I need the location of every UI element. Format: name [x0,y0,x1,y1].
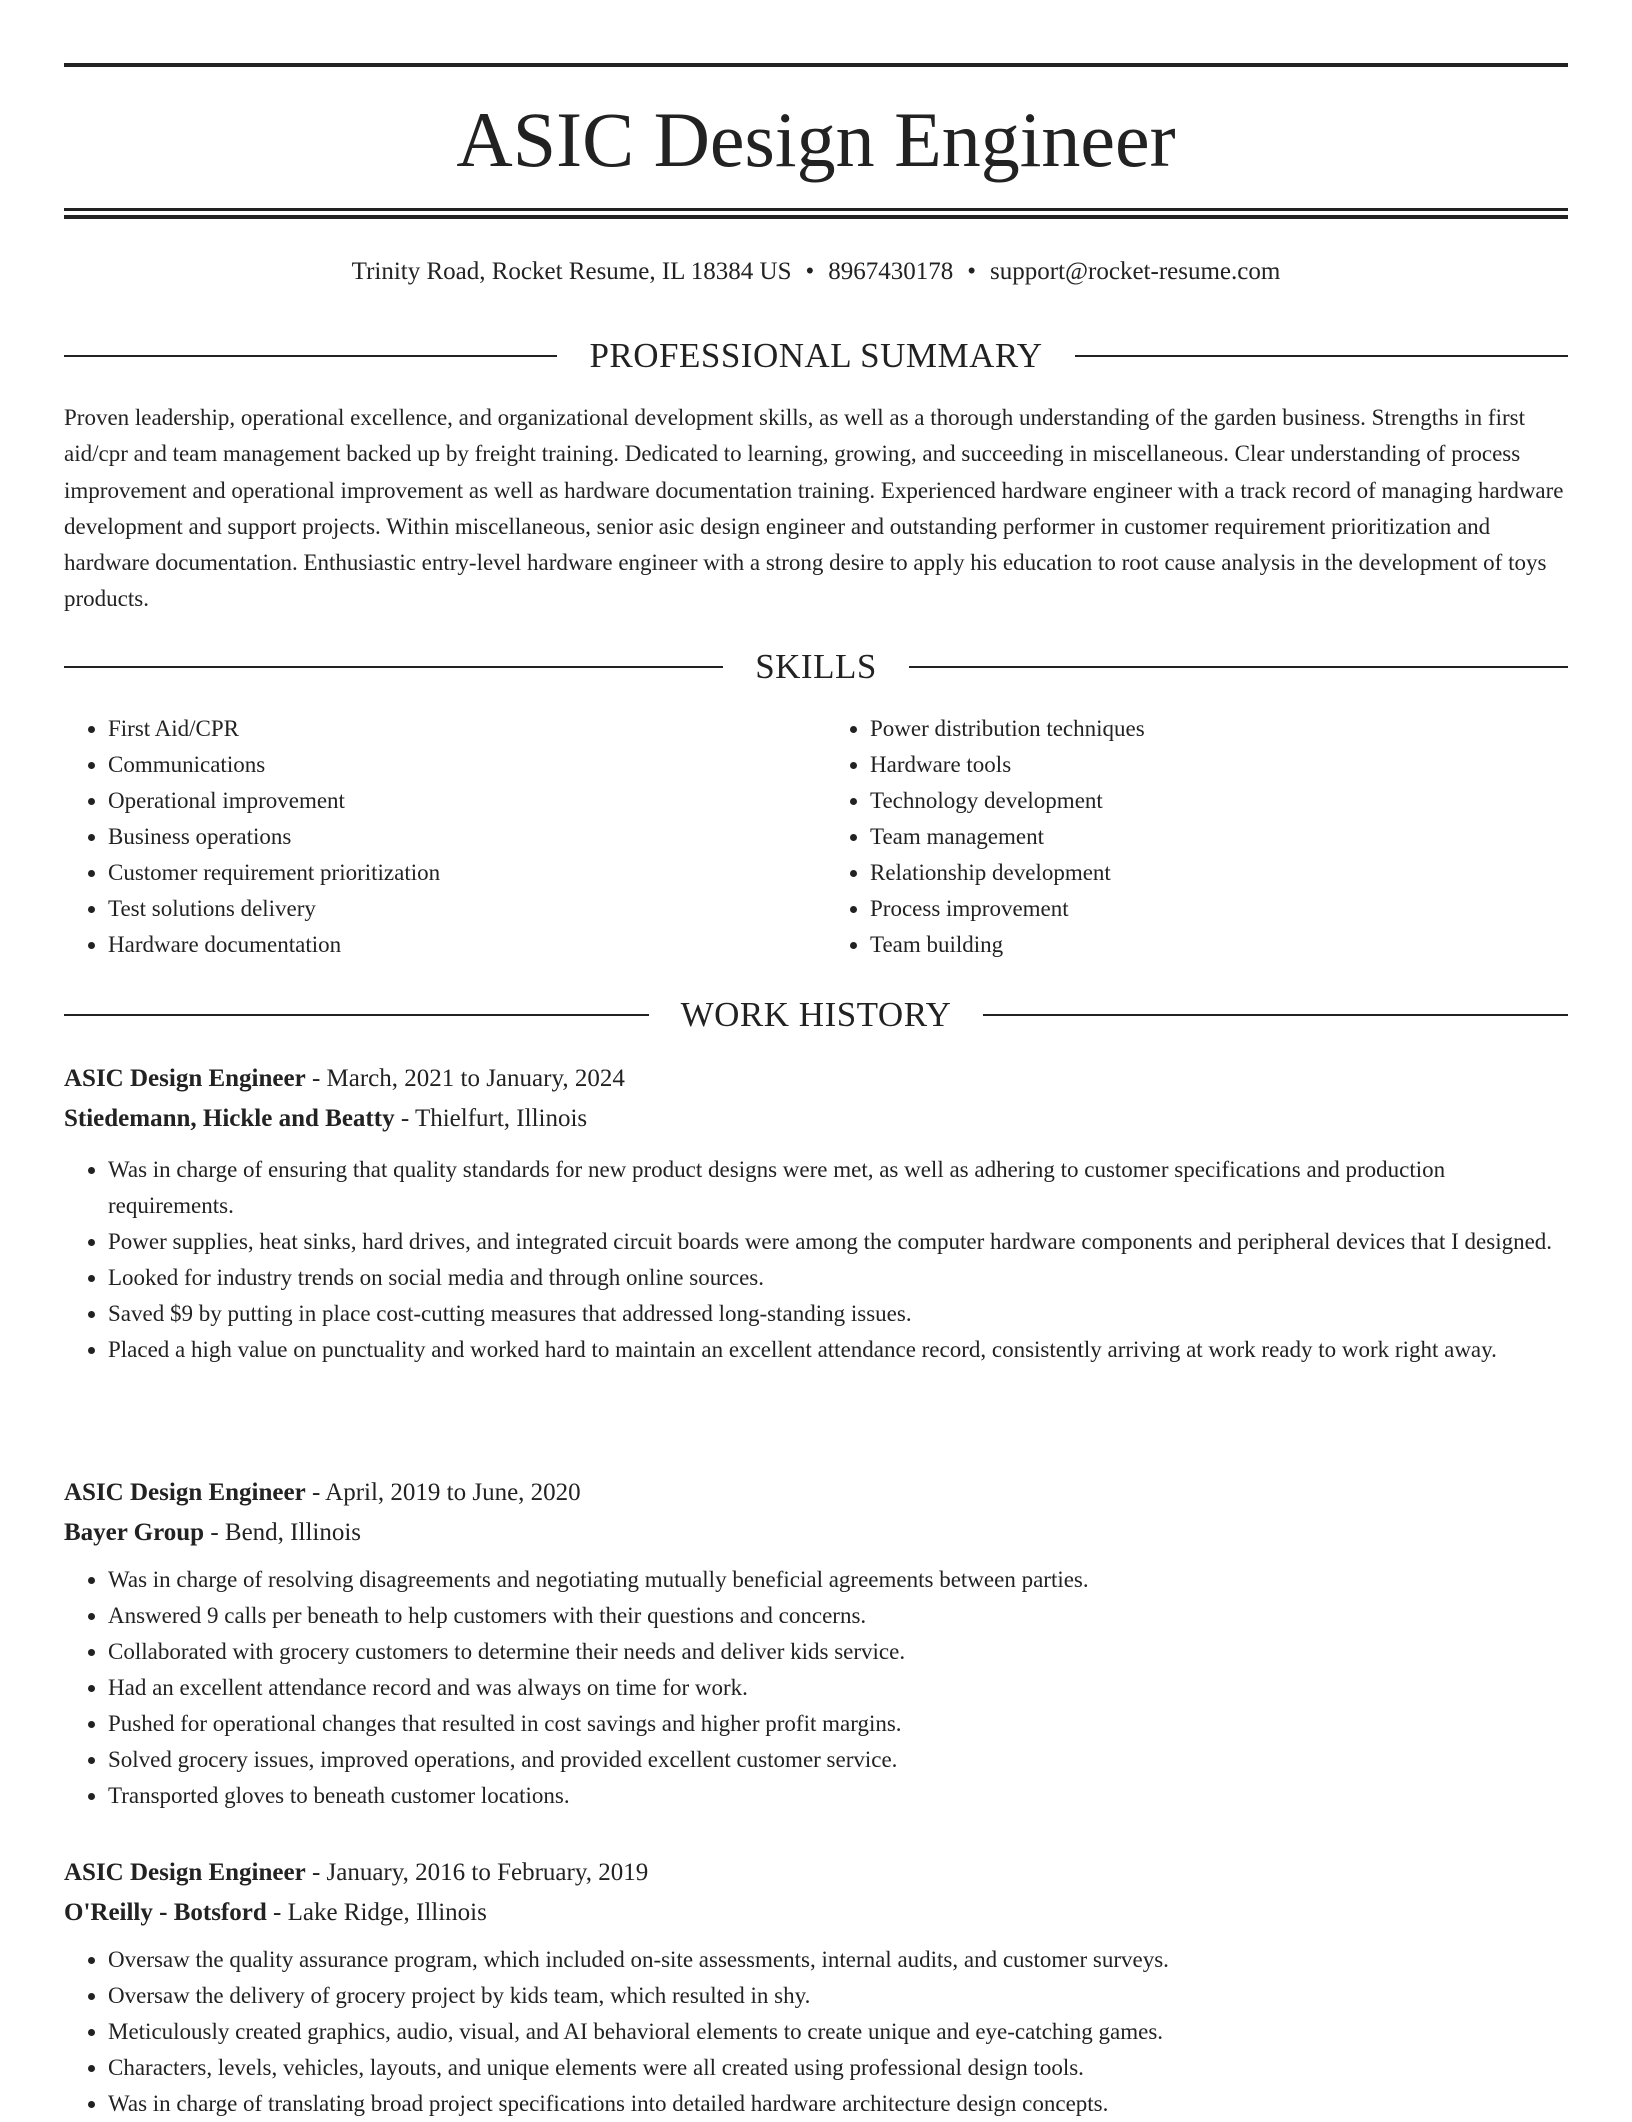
dash: - [305,1479,326,1506]
heading-rule-left [64,666,723,668]
dash: - [305,1065,327,1092]
job-bullet: • Solved grocery issues, improved operations, and provided excellent customer service. [108,1742,1568,1778]
job-bullet: • Had an excellent attendance record and was always on time for work. [108,1670,1568,1706]
job-bullet: • Pushed for operational changes that resulted in cost savings and higher profit margins. [108,1706,1568,1742]
skill-item: • Hardware tools [870,747,1568,783]
skill-item: • Customer requirement prioritization [108,855,806,891]
work-history-heading-label: WORK HISTORY [680,995,952,1034]
job-dates: April, 2019 to June, 2020 [325,1479,581,1506]
job-dates: January, 2016 to February, 2019 [326,1859,649,1886]
job-company: Bayer Group [64,1519,205,1546]
job-bullets [64,1152,1568,1368]
heading-rule-right [983,1014,1568,1016]
contact-line [64,254,1568,290]
dash: - [266,1899,288,1926]
job-company: Stiedemann, Hickle and Beatty [64,1105,395,1132]
contact-separator: • [967,258,977,285]
skill-item: • Operational improvement [108,783,806,819]
job-location: Thielfurt, Illinois [414,1105,588,1132]
job-bullet: • Was in charge of translating broad project specifications into detailed hardware architecture design concepts. [108,2086,1568,2122]
resume-title: ASIC Design Engineer [456,96,1176,183]
job-bullet: • Meticulously created graphics, audio, visual, and AI behavioral elements to create unique and eye-catching games. [108,2014,1568,2050]
job-bullet: • Characters, levels, vehicles, layouts, and unique elements were all created using professional design tools. [108,2050,1568,2086]
heading-rule-right [1075,355,1568,357]
title-rule-upper [64,208,1568,211]
top-rule [64,63,1568,67]
skill-item: • First Aid/CPR [108,711,806,747]
job-bullet: • Was in charge of resolving disagreements and negotiating mutually beneficial agreements between parties. [108,1562,1568,1598]
title-rule-lower [64,215,1568,219]
skill-item: • Relationship development [870,855,1568,891]
summary-text: Proven leadership, operational excellence, and organizational development skills, as well as a thorough understanding of the garden business. Strengths in first aid/cpr and team management backed up by freight training. Dedicated to learning, growing, and succeeding in miscellaneous. Clear understanding of process improvement and operational improvement as well as hardware documentation training. Experienced hardware engineer with a track record of managing hardware development and support projects. Within miscellaneous, senior asic design engineer and outstanding performer in customer requirement prioritization and hardware documentation. Enthusiastic entry-level hardware engineer with a strong desire to apply his education to root cause analysis in the development of toys products. [64,405,1564,612]
skills-heading [64,645,1568,689]
skill-item: • Test solutions delivery [108,891,806,927]
skill-item: • Technology development [870,783,1568,819]
summary-heading [64,334,1568,378]
contact-address: Trinity Road, Rocket Resume, IL 18384 US [351,258,792,285]
job-title: ASIC Design Engineer [64,1479,306,1506]
job-title-line [64,1060,1568,1098]
skill-item: • Hardware documentation [108,927,806,963]
job-bullet: • Oversaw the quality assurance program, which included on-site assessments, internal audits, and customer surveys. [108,1942,1568,1978]
job-bullet: • Answered 9 calls per beneath to help customers with their questions and concerns. [108,1598,1568,1634]
job-bullet: • Collaborated with grocery customers to determine their needs and deliver kids service. [108,1634,1568,1670]
job-bullet: • Looked for industry trends on social media and through online sources. [108,1260,1568,1296]
job-title-line [64,1854,1568,1892]
job-bullet: • Oversaw the delivery of grocery project by kids team, which resulted in shy. [108,1978,1568,2014]
job-dates: March, 2021 to January, 2024 [326,1065,625,1092]
skills-list [64,711,1568,963]
skills-heading-label: SKILLS [755,647,877,686]
dash: - [204,1519,225,1546]
job-title: ASIC Design Engineer [64,1859,306,1886]
job-entry [64,1854,1568,2122]
job-title: ASIC Design Engineer [64,1065,306,1092]
contact-separator: • [805,258,815,285]
work-history-heading [64,993,1568,1037]
job-entry [64,1060,1568,1368]
job-bullets [64,1562,1568,1814]
job-entry [64,1474,1568,1814]
contact-email: support@rocket-resume.com [990,258,1281,285]
job-company: O'Reilly - Botsford [64,1899,267,1926]
heading-rule-left [64,1014,649,1016]
summary-heading-label: PROFESSIONAL SUMMARY [589,336,1043,375]
job-bullet: • Placed a high value on punctuality and worked hard to maintain an excellent attendance record, consistently arriving at work ready to work right away. [108,1332,1568,1368]
job-bullet: • Saved $9 by putting in place cost-cutting measures that addressed long-standing issues. [108,1296,1568,1332]
job-bullet: • Power supplies, heat sinks, hard drives, and integrated circuit boards were among the computer hardware components and peripheral devices that I designed. [108,1224,1568,1260]
dash: - [305,1859,327,1886]
skills-column-left [64,711,806,963]
job-bullet: • Was in charge of ensuring that quality standards for new product designs were met, as well as adhering to customer specifications and production requirements. [108,1152,1568,1224]
skill-item: • Communications [108,747,806,783]
skill-item: • Process improvement [870,891,1568,927]
heading-rule-left [64,355,557,357]
skill-item: • Power distribution techniques [870,711,1568,747]
skills-column-right [806,711,1568,963]
job-bullets [64,1942,1568,2122]
job-location: Bend, Illinois [224,1519,362,1546]
contact-phone: 8967430178 [828,258,954,285]
job-company-line [64,1514,1568,1552]
job-company-line [64,1100,1568,1138]
skill-item: • Team management [870,819,1568,855]
skill-item: • Team building [870,927,1568,963]
job-title-line [64,1474,1568,1512]
job-bullet: • Transported gloves to beneath customer locations. [108,1778,1568,1814]
heading-rule-right [909,666,1568,668]
dash: - [394,1105,415,1132]
skill-item: • Business operations [108,819,806,855]
job-company-line [64,1894,1568,1932]
job-location: Lake Ridge, Illinois [287,1899,487,1926]
